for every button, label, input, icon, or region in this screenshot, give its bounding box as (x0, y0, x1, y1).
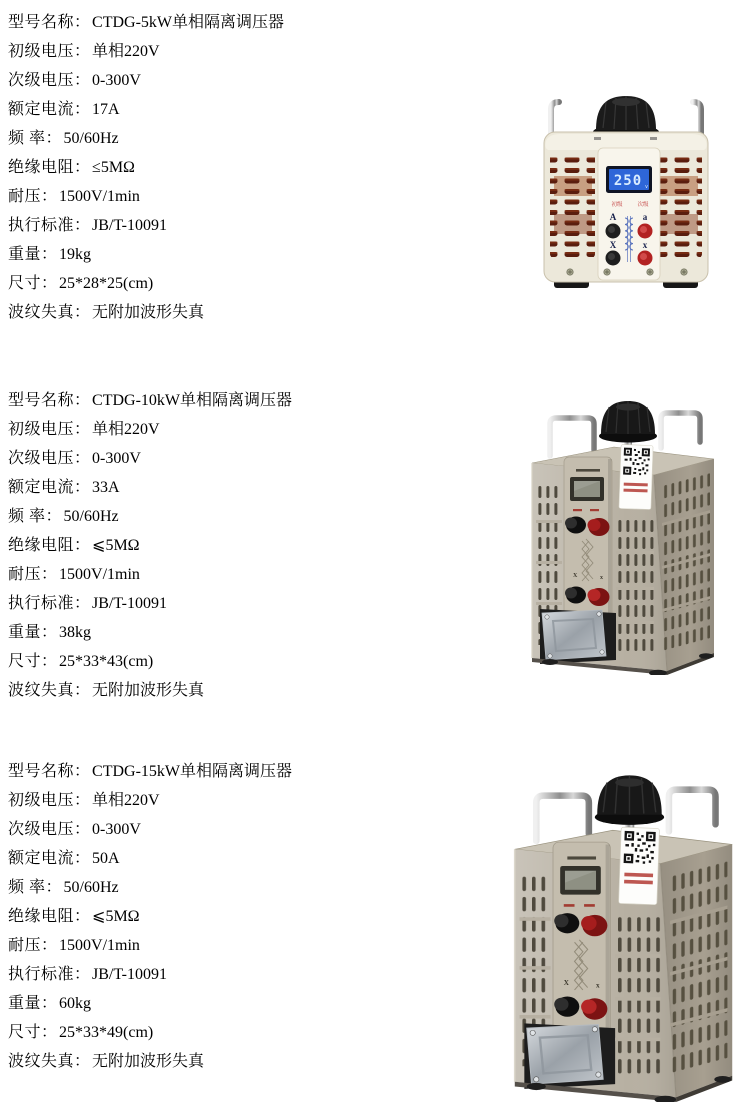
spec-row (8, 298, 498, 327)
spec-row (8, 386, 498, 415)
spec-colon: ： (74, 966, 91, 983)
spec-row (8, 124, 498, 153)
spec-label: 型号名称 (8, 14, 75, 31)
spec-label: 耐压 (8, 937, 42, 954)
terminal-post-a-red (638, 224, 653, 239)
spec-value: 单相220V (92, 43, 160, 60)
spec-value: 25*33*49(cm) (59, 1024, 154, 1041)
terminal-label-a: a (642, 212, 648, 222)
vent-grille-left (550, 152, 595, 258)
spec-colon: ： (45, 879, 62, 896)
vent-grille-right (657, 152, 702, 258)
spec-label: 型号名称 (8, 763, 75, 780)
spec-row (8, 153, 498, 182)
lcd-display (606, 166, 652, 193)
product-spec-section-5kw (8, 8, 498, 327)
spec-label: 执行标准 (8, 595, 75, 612)
spec-value: 0-300V (92, 72, 141, 89)
terminal-post-X-black (606, 251, 621, 266)
spec-value: ⩽5MΩ (92, 537, 140, 554)
spec-colon: ： (41, 995, 58, 1012)
spec-row (8, 444, 498, 473)
spec-value: 50/60Hz (63, 130, 119, 147)
spec-value: CTDG-15kW单相隔离调压器 (92, 763, 293, 780)
spec-label: 尺寸 (8, 653, 42, 670)
spec-row (8, 1047, 498, 1076)
spec-colon: ： (74, 43, 91, 60)
panel-label-primary: 初级 (611, 202, 623, 208)
spec-colon: ： (74, 908, 91, 925)
spec-row (8, 815, 498, 844)
spec-colon: ： (74, 392, 91, 409)
spec-value: 1500V/1min (59, 566, 140, 583)
spec-label: 绝缘电阻 (8, 537, 75, 554)
spec-value: 19kg (59, 246, 92, 263)
spec-colon: ： (45, 130, 62, 147)
spec-colon: ： (74, 14, 91, 31)
spec-colon: ： (74, 850, 91, 867)
spec-label: 额定电流 (8, 850, 75, 867)
spec-label: 执行标准 (8, 217, 75, 234)
spec-label: 波纹失真 (8, 682, 75, 699)
spec-label: 型号名称 (8, 392, 75, 409)
spec-colon: ： (74, 479, 91, 496)
spec-row (8, 182, 498, 211)
spec-row (8, 415, 498, 444)
product-spec-section-15kw (8, 757, 498, 1076)
spec-value: 25*33*43(cm) (59, 653, 154, 670)
spec-value: 50/60Hz (63, 508, 119, 525)
spec-value: 单相220V (92, 792, 160, 809)
spec-value: 50/60Hz (63, 879, 119, 896)
lcd-unit: v (645, 184, 649, 190)
spec-label: 初级电压 (8, 421, 75, 438)
regulator-front-illustration (540, 92, 712, 290)
spec-value: ≤5MΩ (92, 159, 135, 176)
spec-row (8, 647, 498, 676)
spec-colon: ： (41, 1024, 58, 1041)
spec-value: 1500V/1min (59, 188, 140, 205)
spec-row (8, 618, 498, 647)
spec-colon: ： (74, 217, 91, 234)
spec-value: JB/T-10091 (92, 217, 168, 234)
spec-colon: ： (74, 304, 91, 321)
spec-colon: ： (74, 595, 91, 612)
terminal-label-X: X (609, 240, 617, 250)
spec-row (8, 560, 498, 589)
spec-label: 频 率 (8, 508, 46, 525)
spec-label: 额定电流 (8, 479, 75, 496)
spec-value: 单相220V (92, 421, 160, 438)
spec-colon: ： (41, 275, 58, 292)
spec-value: 50A (92, 850, 120, 867)
product-photo-ctdg-15kw (510, 773, 737, 1102)
spec-colon: ： (74, 537, 91, 554)
spec-label: 重量 (8, 624, 42, 641)
spec-row (8, 931, 498, 960)
spec-label: 波纹失真 (8, 1053, 75, 1070)
spec-label: 次级电压 (8, 72, 75, 89)
spec-value: JB/T-10091 (92, 595, 168, 612)
spec-value: CTDG-10kW单相隔离调压器 (92, 392, 293, 409)
spec-value: CTDG-5kW单相隔离调压器 (92, 14, 285, 31)
spec-row (8, 1018, 498, 1047)
spec-row (8, 676, 498, 705)
spec-row (8, 589, 498, 618)
spec-colon: ： (74, 792, 91, 809)
spec-label: 重量 (8, 246, 42, 263)
spec-row (8, 8, 498, 37)
product-photo-ctdg-10kw (528, 399, 718, 675)
spec-row (8, 95, 498, 124)
spec-colon: ： (45, 508, 62, 525)
spec-colon: ： (41, 188, 58, 205)
spec-value: 无附加波形失真 (92, 682, 205, 699)
spec-value: 0-300V (92, 450, 141, 467)
product-spec-section-10kw (8, 386, 498, 705)
regulator-tower-illustration (510, 773, 737, 1102)
spec-label: 频 率 (8, 130, 46, 147)
spec-label: 初级电压 (8, 43, 75, 60)
spec-colon: ： (74, 1053, 91, 1070)
spec-label: 额定电流 (8, 101, 75, 118)
spec-value: 33A (92, 479, 120, 496)
panel-label-secondary: 次级 (637, 202, 649, 208)
regulator-tower-illustration (528, 399, 718, 675)
spec-colon: ： (41, 624, 58, 641)
spec-colon: ： (74, 72, 91, 89)
spec-colon: ： (74, 450, 91, 467)
spec-row (8, 873, 498, 902)
spec-row (8, 66, 498, 95)
spec-colon: ： (41, 653, 58, 670)
spec-colon: ： (74, 101, 91, 118)
terminal-post-A-black (606, 224, 621, 239)
spec-value: 60kg (59, 995, 92, 1012)
spec-row (8, 37, 498, 66)
spec-value: 无附加波形失真 (92, 304, 205, 321)
spec-row (8, 786, 498, 815)
spec-label: 耐压 (8, 188, 42, 205)
spec-row (8, 902, 498, 931)
spec-row (8, 211, 498, 240)
spec-value: 1500V/1min (59, 937, 140, 954)
spec-row (8, 240, 498, 269)
spec-colon: ： (74, 421, 91, 438)
spec-label: 尺寸 (8, 1024, 42, 1041)
spec-label: 波纹失真 (8, 304, 75, 321)
spec-label: 次级电压 (8, 450, 75, 467)
spec-row (8, 502, 498, 531)
spec-label: 重量 (8, 995, 42, 1012)
spec-colon: ： (74, 682, 91, 699)
spec-label: 频 率 (8, 879, 46, 896)
spec-value: 0-300V (92, 821, 141, 838)
spec-label: 尺寸 (8, 275, 42, 292)
spec-row (8, 960, 498, 989)
spec-row (8, 473, 498, 502)
spec-value: 无附加波形失真 (92, 1053, 205, 1070)
spec-value: 17A (92, 101, 120, 118)
spec-colon: ： (74, 821, 91, 838)
spec-row (8, 757, 498, 786)
spec-colon: ： (41, 937, 58, 954)
spec-row (8, 989, 498, 1018)
spec-row (8, 269, 498, 298)
spec-row (8, 844, 498, 873)
spec-label: 初级电压 (8, 792, 75, 809)
spec-value: JB/T-10091 (92, 966, 168, 983)
spec-colon: ： (41, 566, 58, 583)
terminal-label-x: x (642, 240, 648, 250)
spec-label: 次级电压 (8, 821, 75, 838)
spec-value: ⩽5MΩ (92, 908, 140, 925)
terminal-post-x-red (638, 251, 653, 266)
spec-label: 执行标准 (8, 966, 75, 983)
spec-value: 38kg (59, 624, 92, 641)
front-panel (598, 148, 660, 280)
spec-value: 25*28*25(cm) (59, 275, 154, 292)
spec-row (8, 531, 498, 560)
spec-label: 绝缘电阻 (8, 159, 75, 176)
terminal-label-A: A (609, 212, 617, 222)
spec-colon: ： (41, 246, 58, 263)
product-photo-ctdg-5kw (540, 92, 712, 290)
spec-colon: ： (74, 159, 91, 176)
spec-colon: ： (74, 763, 91, 780)
lcd-value: 250 (613, 173, 643, 189)
spec-label: 耐压 (8, 566, 42, 583)
spec-label: 绝缘电阻 (8, 908, 75, 925)
